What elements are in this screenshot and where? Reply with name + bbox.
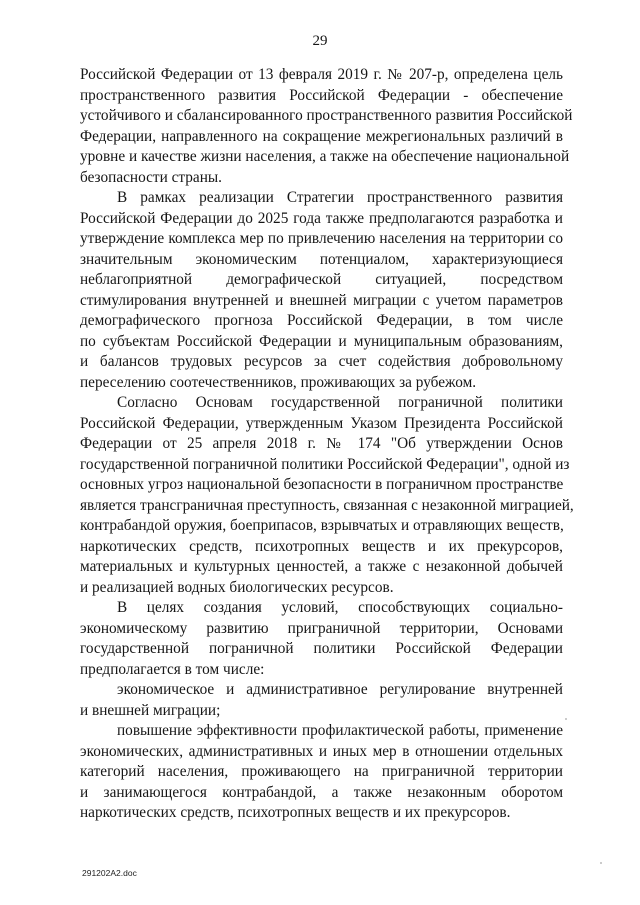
text-line: является трансграничная преступность, связанная с незаконной миграцией, [80, 496, 574, 514]
text-line: повышение эффективности профилактической работы, применение [117, 722, 563, 739]
text-line: основных угроз национальной безопасности в пограничном пространстве [80, 476, 564, 493]
text-line: В целях создания условий, способствующих социально- [117, 599, 563, 616]
paragraph-1 [80, 65, 573, 188]
text-line: пространственного развития Российской Федерации - обеспечение [80, 86, 563, 104]
text-line: государственной пограничной политики Российской Федерации [80, 640, 563, 657]
paragraph-4 [80, 598, 563, 680]
text-line: наркотических средств, психотропных веществ и их прекурсоров. [80, 804, 511, 821]
text-line: экономическому развитию приграничной территории, Основами [80, 619, 563, 637]
footer-file-code: 291202A2.doc [82, 868, 137, 878]
text-line: переселению соотечественников, проживающих за рубежом. [80, 373, 477, 391]
text-line: предполагается в том числе: [80, 660, 265, 678]
text-line: наркотических средств, психотропных веществ и их прекурсоров, [80, 537, 563, 555]
paragraph-6 [80, 721, 563, 824]
text-line: Российской Федерации, утвержденным Указом Президента Российской [80, 414, 563, 432]
page-number: 29 [312, 33, 328, 49]
text-line: контрабандой оружия, боеприпасов, взрывчатых и отравляющих веществ, [80, 517, 564, 534]
text-line: экономических, административных и иных мер в отношении отдельных [80, 742, 563, 760]
text-line: по субъектам Российской Федерации и муниципальным образованиям, [80, 332, 563, 350]
text-line: Согласно Основам государственной пограничной политики [117, 394, 563, 411]
text-line: безопасности страны. [80, 168, 223, 186]
text-line: уровне и качестве жизни населения, а также на обеспечение национальной [80, 148, 570, 165]
paragraph-5 [80, 680, 563, 721]
text-line: Российской Федерации от 13 февраля 2019 г. № 207-р, определена цель [80, 66, 563, 83]
text-line: устойчивого и сбалансированного пространственного развития Российской [80, 107, 573, 124]
text-line: экономическое и административное регулирование внутренней [117, 681, 563, 698]
text-line: материальных и культурных ценностей, а также с незаконной добычей [80, 558, 563, 575]
text-line: и балансов трудовых ресурсов за счет содействия добровольному [80, 353, 563, 370]
text-line: Федерации, направленного на сокращение межрегиональных различий в [80, 127, 563, 145]
text-line: и внешней миграции; [80, 701, 221, 719]
text-line: Федерации от 25 апреля 2018 г. № 174 "Об утверждении Основ [80, 435, 563, 452]
text-line: неблагоприятной демографической ситуацией, посредством [80, 271, 563, 288]
text-line: и реализацией водных биологических ресурсов. [80, 578, 394, 596]
text-line: категорий населения, проживающего на приграничной территории [80, 763, 563, 780]
text-line: Российской Федерации до 2025 года также предполагаются разработка и [80, 209, 563, 227]
text-line: государственной пограничной политики Российской Федерации", одной из [80, 455, 570, 473]
document-body [80, 65, 574, 824]
paragraph-2 [80, 188, 563, 393]
text-line: утверждение комплекса мер по привлечению населения на территории со [80, 230, 563, 247]
text-line: демографического прогноза Российской Федерации, в том числе [80, 312, 563, 329]
text-line: В рамках реализации Стратегии пространственного развития [117, 189, 563, 206]
paragraph-3 [80, 393, 574, 598]
scan-speck [600, 862, 602, 864]
scan-speck [565, 718, 567, 720]
text-line: значительным экономическим потенциалом, характеризующиеся [80, 250, 563, 268]
text-line: и занимающегося контрабандой, а также незаконным оборотом [80, 783, 563, 801]
text-line: стимулирования внутренней и внешней миграции с учетом параметров [80, 291, 563, 309]
